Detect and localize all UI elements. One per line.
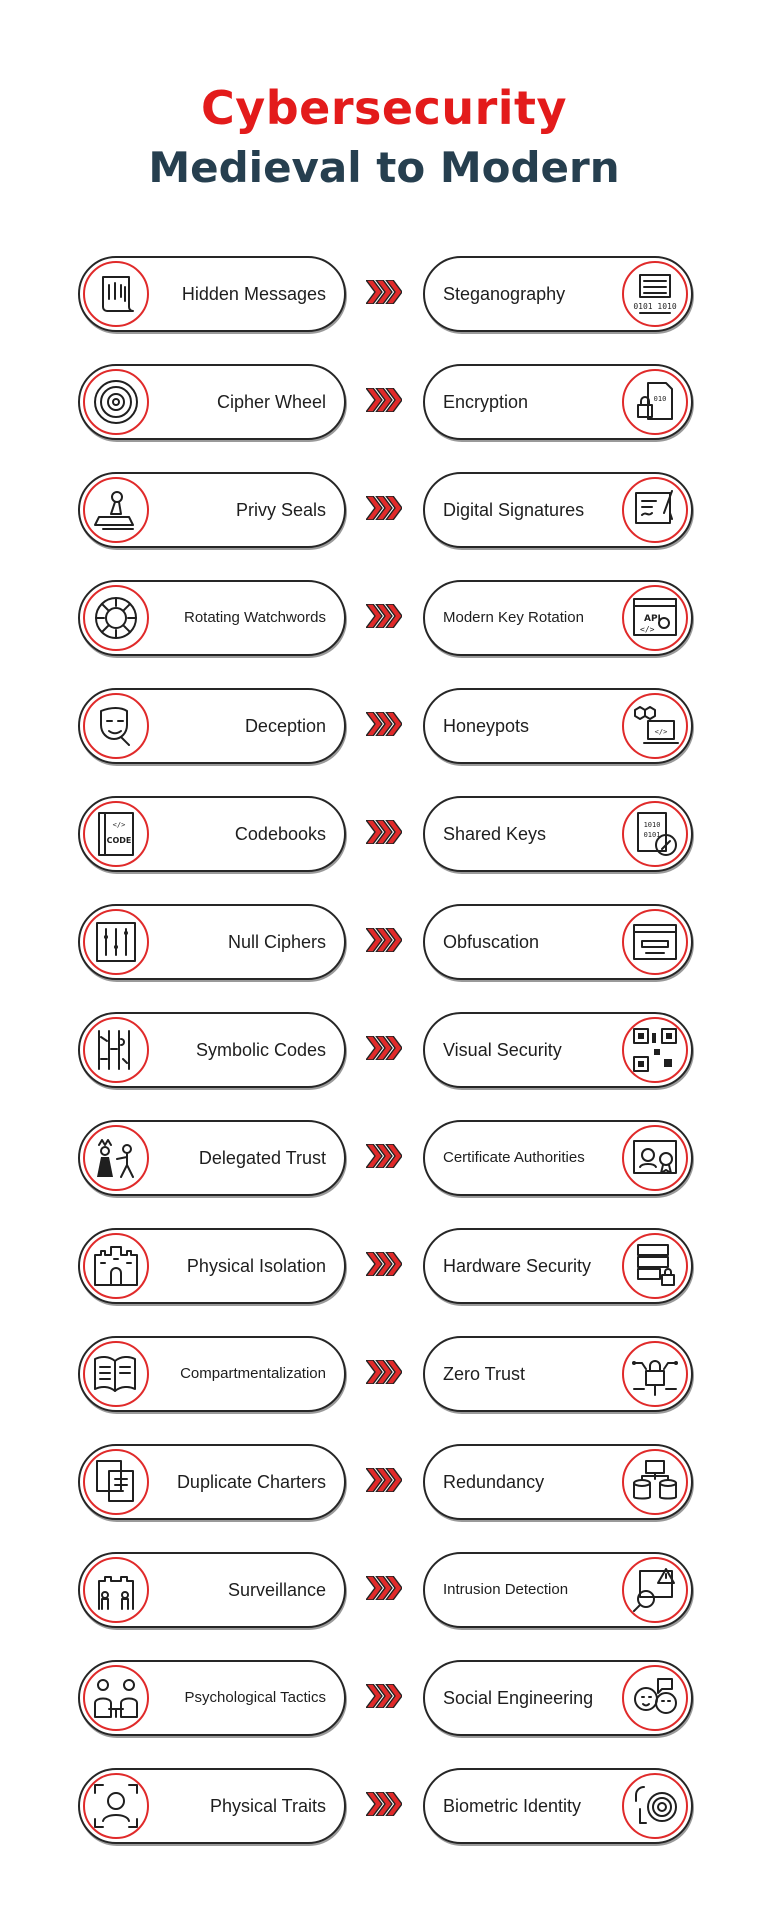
modern-label: Hardware Security	[443, 1256, 592, 1276]
comparison-row	[0, 580, 768, 658]
modern-label: Digital Signatures	[443, 500, 585, 520]
king-knight-icon	[83, 1125, 149, 1191]
signed-document-icon	[622, 477, 688, 543]
medieval-label: Compartmentalization	[180, 1365, 326, 1382]
null-cipher-grid-icon	[83, 909, 149, 975]
modern-pill	[423, 472, 693, 548]
medieval-pill	[78, 1228, 346, 1304]
modern-label: Honeypots	[443, 716, 530, 736]
medieval-pill	[78, 1444, 346, 1520]
modern-pill	[423, 1120, 693, 1196]
modern-label: Obfuscation	[443, 932, 540, 952]
medieval-label: Cipher Wheel	[216, 392, 326, 412]
comparison-row	[0, 1444, 768, 1522]
modern-label: Shared Keys	[443, 824, 547, 844]
medieval-pill	[78, 904, 346, 980]
svg-text:</>: </>	[654, 728, 668, 736]
triple-chevron-arrow-icon	[366, 712, 402, 736]
modern-pill	[423, 1660, 693, 1736]
triple-chevron-arrow-icon	[366, 388, 402, 412]
comparison-row	[0, 1120, 768, 1198]
comparison-row	[0, 1768, 768, 1846]
modern-label: Zero Trust	[443, 1364, 526, 1384]
medieval-label: Privy Seals	[235, 500, 326, 520]
guards-castle-icon	[83, 1557, 149, 1623]
modern-label: Modern Key Rotation	[443, 609, 584, 626]
svg-text:API: API	[644, 614, 661, 624]
modern-pill	[423, 1012, 693, 1088]
svg-text:0101 1010: 0101 1010	[633, 302, 677, 311]
medieval-pill	[78, 1336, 346, 1412]
medieval-label: Rotating Watchwords	[183, 609, 326, 626]
triple-chevron-arrow-icon	[366, 1144, 402, 1168]
scroll-icon	[83, 261, 149, 327]
medieval-pill	[78, 364, 346, 440]
medieval-pill	[78, 1012, 346, 1088]
modern-label: Intrusion Detection	[443, 1581, 569, 1598]
svg-text:0101: 0101	[643, 831, 661, 839]
interrogation-icon	[83, 1665, 149, 1731]
modern-pill	[423, 1228, 693, 1304]
rotating-wheel-icon	[83, 585, 149, 651]
modern-pill	[423, 1768, 693, 1844]
comparison-row	[0, 256, 768, 334]
honeycomb-laptop-icon	[622, 693, 688, 759]
modern-pill	[423, 1444, 693, 1520]
medieval-pill	[78, 580, 346, 656]
medieval-label: Duplicate Charters	[176, 1472, 326, 1492]
modern-label: Encryption	[443, 392, 529, 412]
triple-chevron-arrow-icon	[366, 1684, 402, 1708]
comparison-row	[0, 1660, 768, 1738]
modern-pill	[423, 580, 693, 656]
svg-text:</>: </>	[640, 625, 655, 634]
medieval-pill	[78, 1660, 346, 1736]
medieval-pill	[78, 1768, 346, 1844]
title-cybersecurity: Cybersecurity	[200, 81, 568, 135]
modern-pill	[423, 1336, 693, 1412]
triple-chevron-arrow-icon	[366, 1792, 402, 1816]
medieval-pill	[78, 796, 346, 872]
comparison-row	[0, 472, 768, 550]
comparison-row	[0, 688, 768, 766]
comparison-row	[0, 904, 768, 982]
triple-chevron-arrow-icon	[366, 604, 402, 628]
fingerprint-icon	[622, 1773, 688, 1839]
modern-pill	[423, 364, 693, 440]
medieval-label: Surveillance	[227, 1580, 326, 1600]
modern-pill	[423, 1552, 693, 1628]
faces-icon	[622, 1665, 688, 1731]
browser-window-icon	[622, 909, 688, 975]
comparison-row	[0, 796, 768, 874]
castle-icon	[83, 1233, 149, 1299]
circuit-lock-icon	[622, 1341, 688, 1407]
api-gear-icon	[622, 585, 688, 651]
triple-chevron-arrow-icon	[366, 820, 402, 844]
binary-key-icon	[622, 801, 688, 867]
comparison-row	[0, 1228, 768, 1306]
comparison-row	[0, 1336, 768, 1414]
comparison-row	[0, 364, 768, 442]
mask-icon	[83, 693, 149, 759]
svg-text:</>: </>	[112, 821, 126, 829]
medieval-label: Codebooks	[234, 824, 326, 844]
modern-label: Redundancy	[443, 1472, 545, 1492]
comparison-row	[0, 1552, 768, 1630]
server-lock-icon	[622, 1233, 688, 1299]
triple-chevron-arrow-icon	[366, 1468, 402, 1492]
modern-pill	[423, 796, 693, 872]
comparison-row	[0, 1012, 768, 1090]
medieval-pill	[78, 256, 346, 332]
alert-magnifier-icon	[622, 1557, 688, 1623]
modern-label: Steganography	[443, 284, 566, 304]
cipher-wheel-icon	[83, 369, 149, 435]
triple-chevron-arrow-icon	[366, 1360, 402, 1384]
modern-label: Visual Security	[443, 1040, 562, 1060]
encrypted-file-icon	[622, 369, 688, 435]
title-medieval-to-modern: Medieval to Modern	[148, 143, 620, 192]
medieval-label: Physical Isolation	[186, 1256, 326, 1276]
open-book-icon	[83, 1341, 149, 1407]
svg-text:010: 010	[653, 395, 667, 403]
certificate-icon	[622, 1125, 688, 1191]
hieroglyphs-icon	[83, 1017, 149, 1083]
documents-icon	[83, 1449, 149, 1515]
triple-chevron-arrow-icon	[366, 928, 402, 952]
medieval-label: Null Ciphers	[227, 932, 326, 952]
triple-chevron-arrow-icon	[366, 1576, 402, 1600]
wax-seal-stamp-icon	[83, 477, 149, 543]
modern-pill	[423, 904, 693, 980]
modern-pill	[423, 256, 693, 332]
medieval-pill	[78, 472, 346, 548]
face-scan-icon	[83, 1773, 149, 1839]
medieval-label: Psychological Tactics	[184, 1689, 326, 1706]
medieval-label: Symbolic Codes	[195, 1040, 326, 1060]
medieval-label: Deception	[244, 716, 326, 736]
code-book-icon	[83, 801, 149, 867]
modern-label: Social Engineering	[443, 1688, 594, 1708]
medieval-pill	[78, 688, 346, 764]
medieval-label: Delegated Trust	[198, 1148, 326, 1168]
modern-pill	[423, 688, 693, 764]
modern-label: Biometric Identity	[443, 1796, 582, 1816]
triple-chevron-arrow-icon	[366, 280, 402, 304]
medieval-pill	[78, 1120, 346, 1196]
triple-chevron-arrow-icon	[366, 1036, 402, 1060]
medieval-label: Hidden Messages	[181, 284, 326, 304]
medieval-pill	[78, 1552, 346, 1628]
svg-text:1010: 1010	[643, 821, 661, 829]
qr-code-icon	[622, 1017, 688, 1083]
svg-text:CODE: CODE	[106, 836, 132, 845]
modern-label: Certificate Authorities	[443, 1149, 585, 1166]
databases-icon	[622, 1449, 688, 1515]
triple-chevron-arrow-icon	[366, 496, 402, 520]
binary-document-icon	[622, 261, 688, 327]
medieval-label: Physical Traits	[209, 1796, 326, 1816]
triple-chevron-arrow-icon	[366, 1252, 402, 1276]
